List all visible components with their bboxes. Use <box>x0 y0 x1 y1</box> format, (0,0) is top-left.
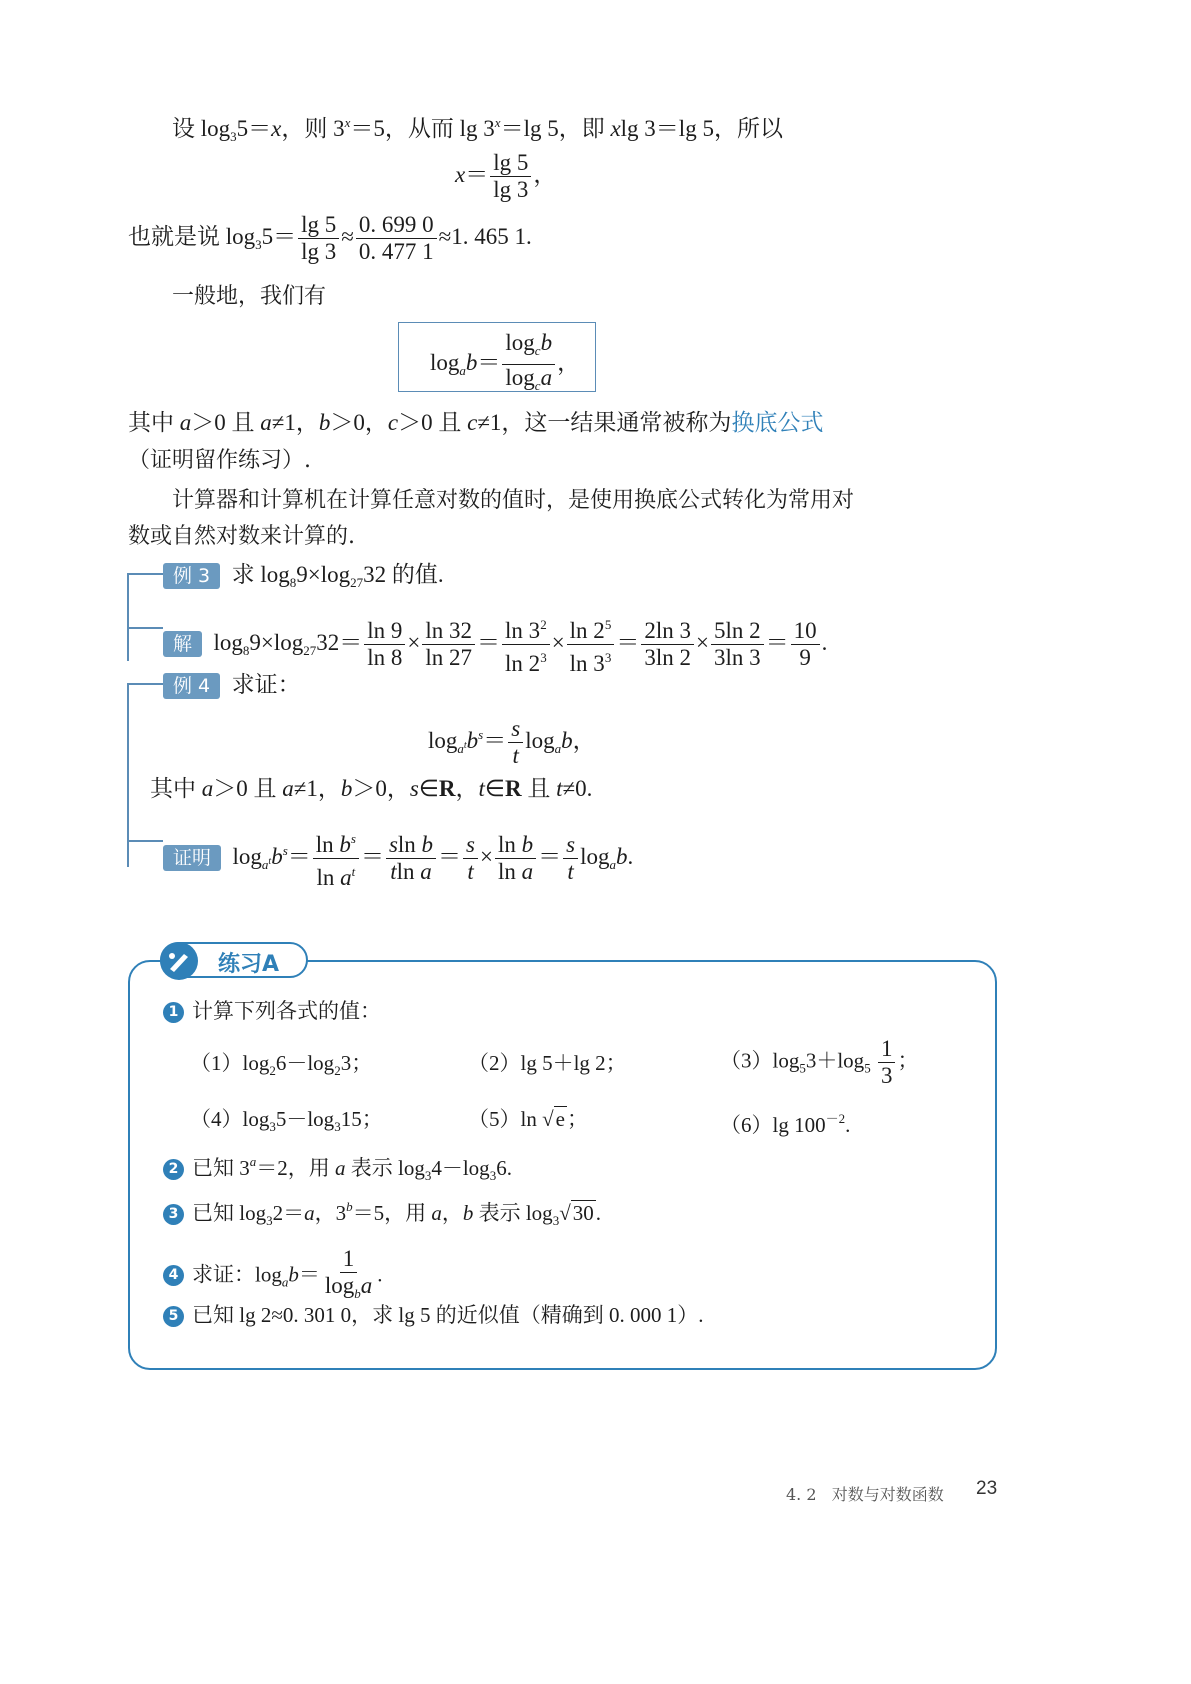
number-4: 4 <box>163 1265 184 1286</box>
change-of-base-formula: $\log_ab=$ $\frac{\log_cb}{\log_ca}$ ， <box>430 330 581 393</box>
exercise-q3: 3 已知 $\log_32=a$，$3^b=5$，用 a，b 表示 $\log_3√30$. <box>163 1192 601 1236</box>
solution-tag: 解 <box>163 631 202 657</box>
example4-tick-2 <box>127 840 163 842</box>
intro-line-3: 也就是说 $\log_35=$ $\frac{\lg 5}{\lg 3}$ ≈ $\frac{0. 699 0}{0. 477 1}$ ≈1. 465 1. <box>128 212 532 264</box>
page-number: 23 <box>976 1478 998 1499</box>
exercise-title: 练习A <box>218 952 280 977</box>
condition-line-1: 其中 a＞0 且 a≠1，b＞0，c＞0 且 c≠1，这一结果通常被称为换底公式 <box>128 410 824 436</box>
intro-line-1: 设 $\log_35=x$，则 $3^x=5$，从而 $\lg 3^x=\lg$ 5，即 xlg 3＝lg 5，所以 <box>172 115 783 144</box>
number-1: 1 <box>163 1002 184 1023</box>
exercise-q1: 1 计算下列各式的值： <box>163 996 381 1026</box>
general-text: 一般地，我们有 <box>172 284 327 309</box>
example4-tag: 例 4 <box>163 673 220 699</box>
exercise-q5: 5 已知 lg 2≈0. 301 0，求 lg 5 的近似值（精确到 0. 000 1）. <box>163 1300 703 1330</box>
proof-tag: 证明 <box>163 845 221 871</box>
exercise-item-5: （5）ln √e； <box>468 1107 588 1131</box>
exercise-q4: 4 求证：$\log_ab=$ $\frac{1}{\log_ba}$ . <box>163 1246 382 1307</box>
example3-question: 例 3 求 $\log_89\times\log_{27}32$ 的值. <box>163 560 444 598</box>
number-5: 5 <box>163 1306 184 1327</box>
example4-proof: 证明 $\log_{a^t}b^s=$ $\frac{\ln b^s}{\ln a^t}$ ＝ $\frac{\text{sln b}}{\text{tln a}}$ ＝ $\frac{s}{t}$ × $\frac{\text{ln b}}{\text{ln a}}$ ＝ $\frac{s}{t}$ $\log_ab$. <box>163 826 633 891</box>
footer-title: 对数与对数函数 <box>831 1485 944 1504</box>
exercise-item-6: （6）lg $100^{-2}$. <box>720 1111 851 1137</box>
exercise-q2: 2 已知 $3^a=2$，用 a 表示 $\log_34-\log_36$. <box>163 1147 512 1191</box>
exercise-item-2: （2）lg 5＋lg 2； <box>468 1051 627 1075</box>
condition-line-2: （证明留作练习）. <box>128 448 311 473</box>
example3-tick-1 <box>127 573 163 575</box>
calc-line-2: 数或自然对数来计算的. <box>128 524 355 549</box>
example4-question: 例 4 求证： <box>163 670 301 700</box>
footer-section: 4. 2 对数与对数函数 <box>786 1485 944 1504</box>
example4-condition: 其中 a＞0 且 a≠1，b＞0，s∈R，t∈R 且 t≠0. <box>150 776 593 801</box>
example3-solution: 解 $\log_89\times\log_{27}32=$ $\frac{\ln 9}{\ln 8}$ × $\frac{\ln 32}{\ln 27}$ ＝ $\frac{\ln 3^2}{\ln 2^3}$ × $\frac{\ln 2^5}{\ln 3^3}$ ＝ $\frac{2\ln 3}{3\ln 2}$ × $\frac{5\ln 2}{3\ln 3}$ ＝ $\frac{10}{9}$ . <box>163 612 827 677</box>
exercise-item-3: $(3)\log_53+\log_5$ $\frac{1}{3}$ ； <box>720 1036 919 1088</box>
example3-tag: 例 3 <box>163 563 220 589</box>
example3-tick-2 <box>127 627 163 629</box>
example4-tick-1 <box>127 683 163 685</box>
example4-formula: $\log_{a^t}b^s=$ $\frac{s}{t}$ $\log_ab$， <box>428 716 596 768</box>
exercise-item-1: $(1)\log_26-\log_23$； <box>190 1051 373 1078</box>
example3-bracket <box>127 573 129 661</box>
pencil-icon <box>160 942 198 980</box>
intro-formula: x＝ $\frac{\lg 5}{\lg 3}$ ， <box>455 150 557 202</box>
calc-line-1: 计算器和计算机在计算任意对数的值时，是使用换底公式转化为常用对 <box>172 488 855 513</box>
number-2: 2 <box>163 1159 184 1180</box>
term-change-of-base: 换底公式 <box>731 410 824 436</box>
exercise-item-4: $(4)\log_35-\log_315$； <box>190 1107 383 1134</box>
number-3: 3 <box>163 1204 184 1225</box>
